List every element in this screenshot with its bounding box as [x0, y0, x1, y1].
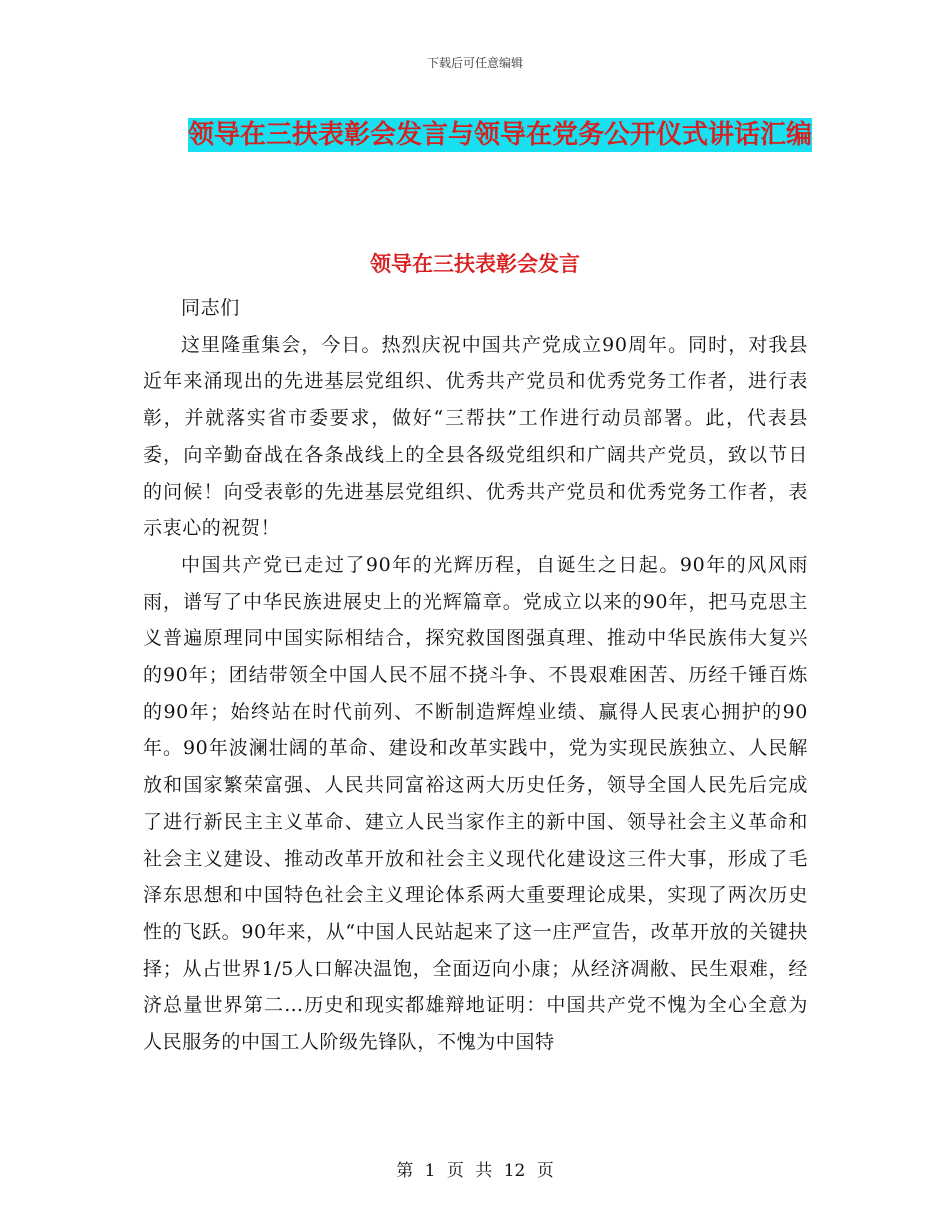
page-number-footer: 第 1 页 共 12 页 [396, 1161, 554, 1181]
salutation-paragraph: 同志们 [181, 297, 240, 319]
body-paragraph: 这里隆重集会，今日。热烈庆祝中国共产党成立90周年。同时，对我县近年来涌现出的先进基层党组织、优秀共产党员和优秀党务工作者，进行表彰，并就落实省市委要求，做好“三帮扶”工作进行动员部署。此，代表县委，向辛勤奋战在各条战线上的全县各级党组织和广阔共产党员，致以节日的问候！向受表彰的先进基层党组织、优秀共产党员和优秀党务工作者，表示衷心的祝贺！ [143, 333, 808, 540]
document-title [180, 112, 820, 158]
body-paragraph: 中国共产党已走过了90年的光辉历程，自诞生之日起。90年的风风雨雨，谱写了中华民族进展史上的光辉篇章。党成立以来的90年，把马克思主义普遍原理同中国实际相结合，探究救国图强真理、推动中华民族伟大复兴的90年；团结带领全中国人民不屈不挠斗争、不畏艰难困苦、历经千锤百炼的90年；始终站在时代前列、不断制造辉煌业绩、赢得人民衷心拥护的90年。90年波澜壮阔的革命、建设和改革实践中，党为实现民族独立、人民解放和国家繁荣富强、人民共同富裕这两大历史任务，领导全国人民先后完成了进行新民主主义革命、建立人民当家作主的新中国、领导社会主义革命和社会主义建设、推动改革开放和社会主义现代化建设这三件大事，形成了毛泽东思想和中国特色社会主义理论体系两大重要理论成果，实现了两次历史性的飞跃。90年来，从“中国人民站起来了这一庄严宣告，改革开放的关键抉择；从占世界1/5人口解决温饱，全面迈向小康；从经济凋敝、民生艰难，经济总量世界第二…历史和现实都雄辩地证明：中国共产党不愧为全心全意为人民服务的中国工人阶级先锋队，不愧为中国特 [143, 553, 808, 1054]
header-note: 下载后可任意编辑 [426, 56, 523, 70]
section-title: 领导在三扶表彰会发言 [370, 252, 580, 276]
document-body [143, 290, 808, 1061]
document-title-text: 领导在三扶表彰会发言与领导在党务公开仪式讲话汇编 [187, 120, 812, 150]
